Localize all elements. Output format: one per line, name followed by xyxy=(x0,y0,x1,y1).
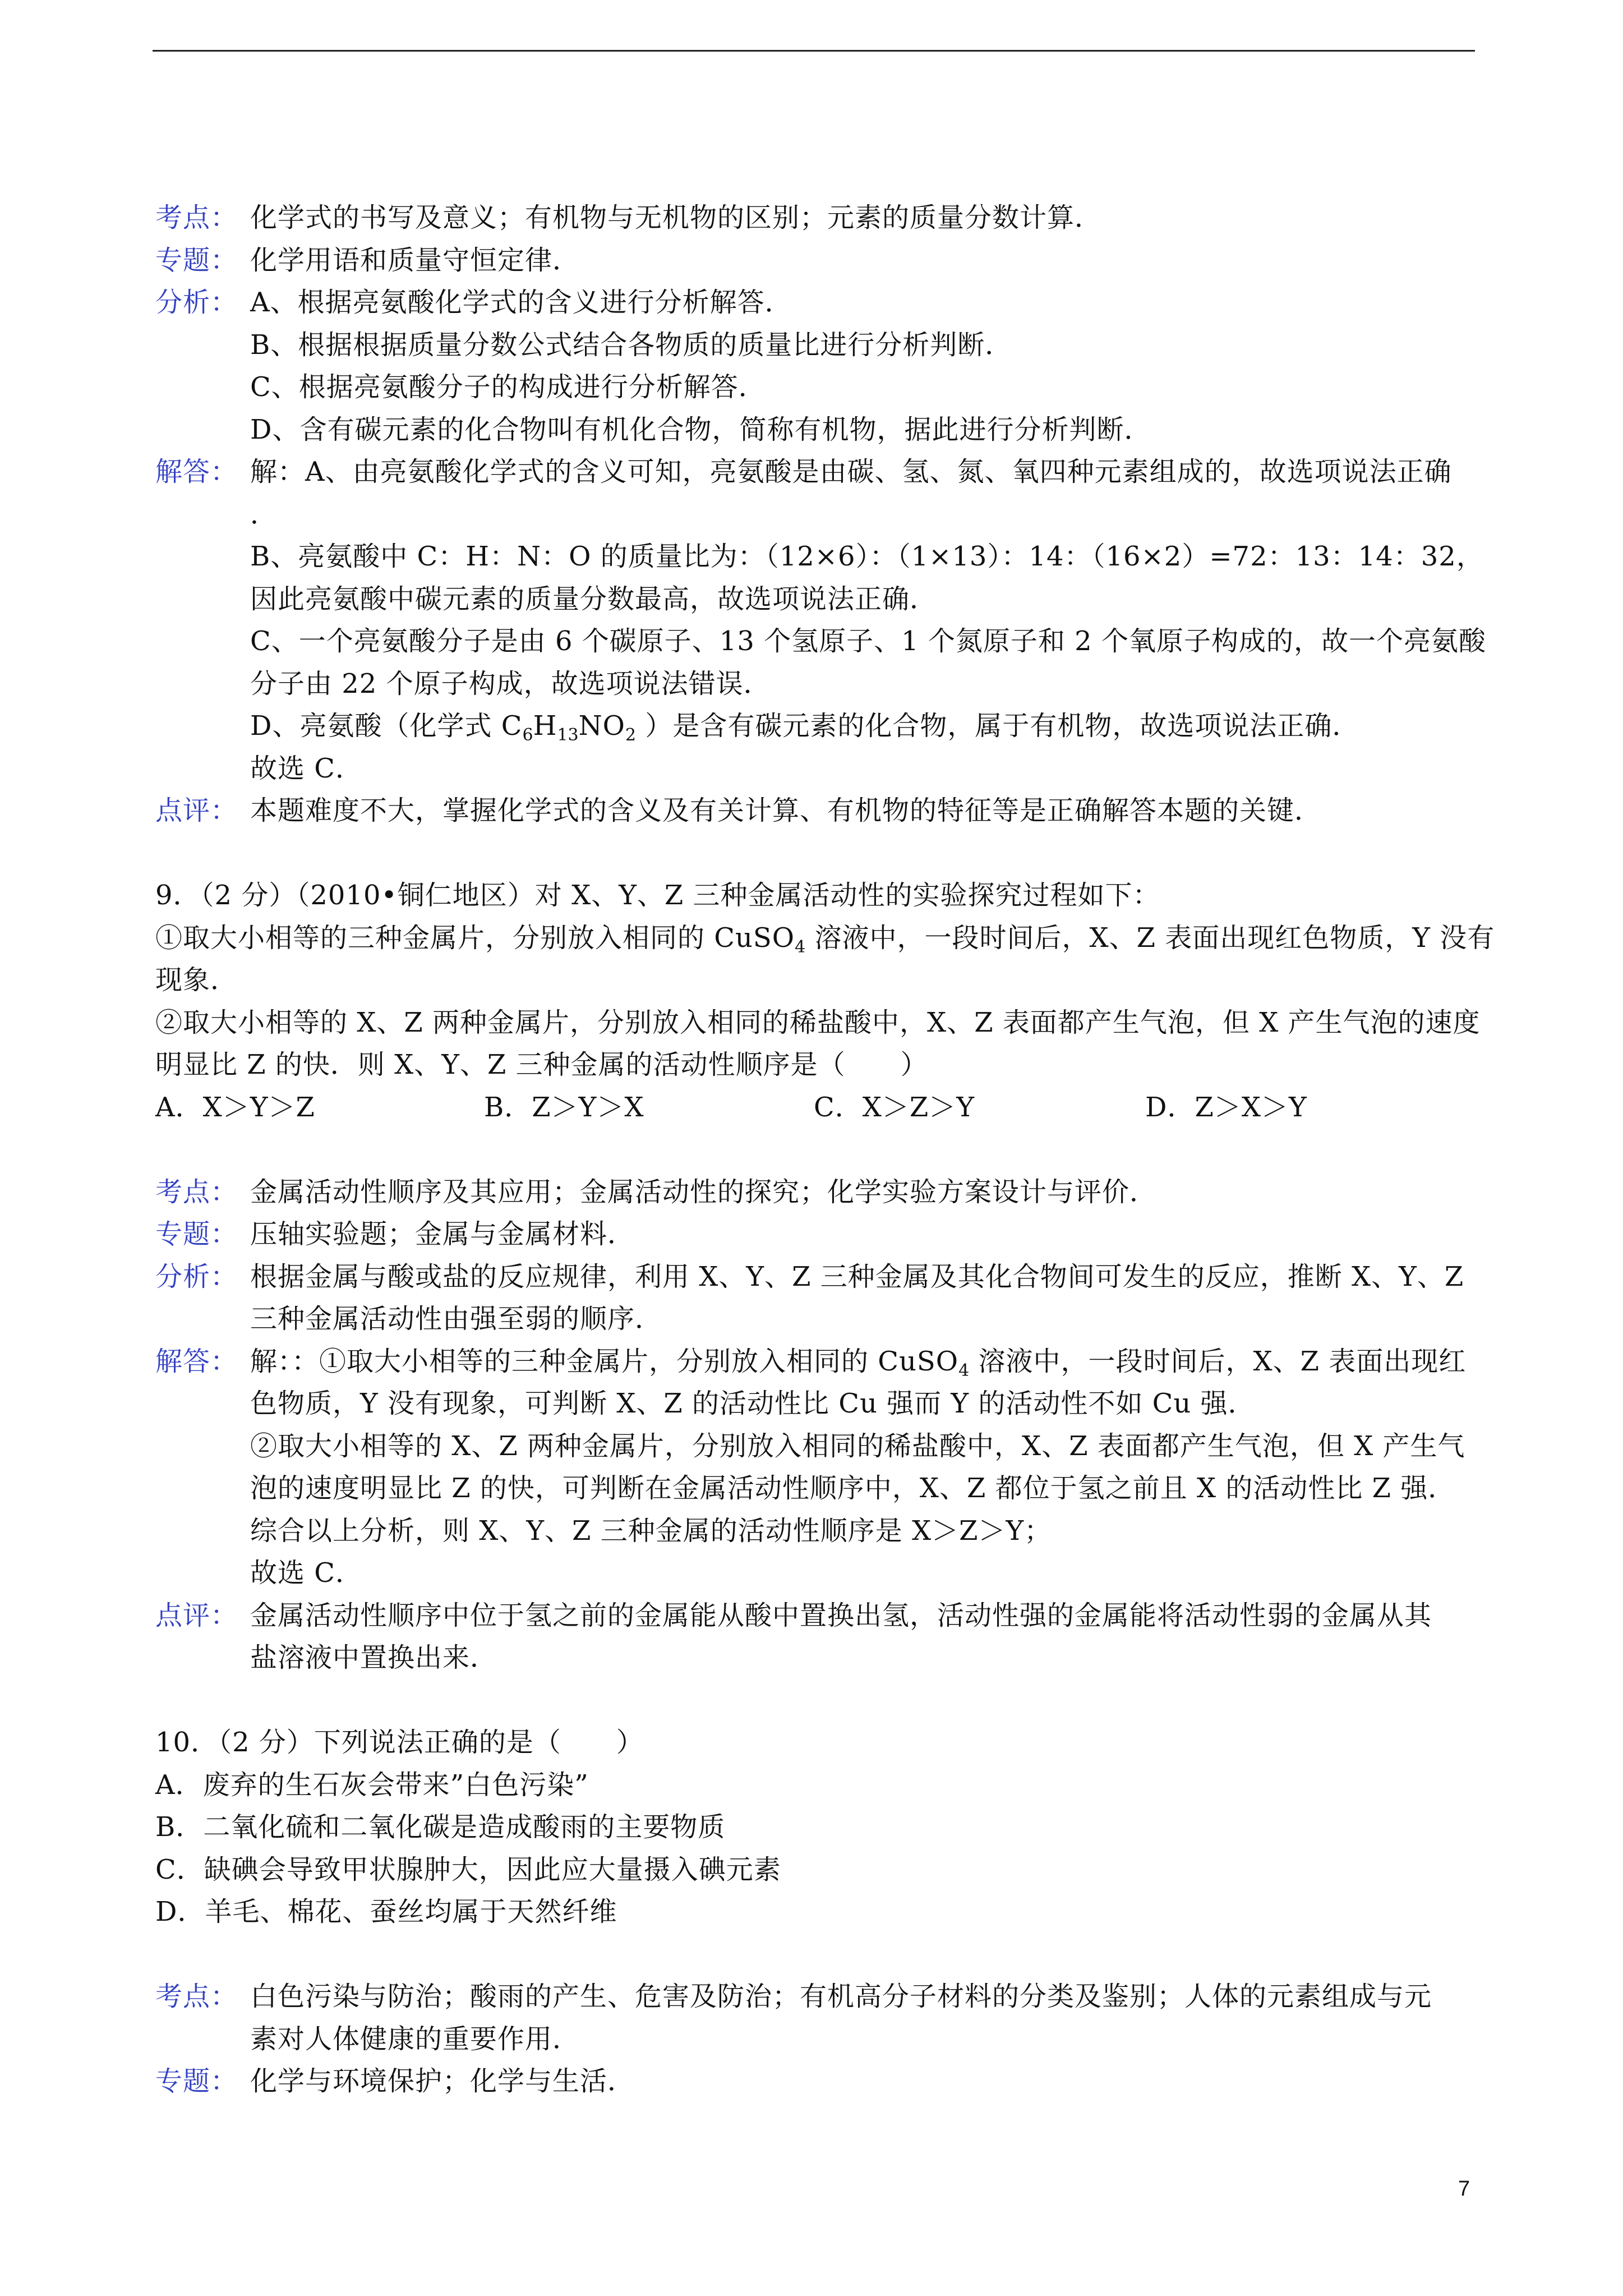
formula-element-h: H xyxy=(533,710,557,742)
q8-fenxi-line-c: C、根据亮氨酸分子的构成进行分析解答． xyxy=(250,371,766,403)
q8-jieda-line-6: 分子由 22 个原子构成，故选项说法错误． xyxy=(250,668,771,700)
q9-option-b: B．Z＞Y＞X xyxy=(484,1091,644,1123)
q9-kaodian-row xyxy=(155,1171,1501,1214)
q8-jieda-line-2: ． xyxy=(250,498,278,530)
q9-option-a: A．X＞Y＞Z xyxy=(155,1091,315,1123)
q9-jieda-line-4: 泡的速度明显比 Z 的快，可判断在金属活动性顺序中，X、Z 都位于氢之前且 X 的活动性比 Z 强． xyxy=(250,1473,1456,1504)
blank-line xyxy=(155,1680,1501,1722)
page-content xyxy=(155,197,1501,2103)
q9-dianping-line-1: 金属活动性顺序中位于氢之前的金属能从酸中置换出氢，活动性强的金属能将活动性弱的金属从其 xyxy=(250,1599,1432,1631)
page-number: 7 xyxy=(1458,2177,1470,2201)
q8-fenxi-row xyxy=(155,282,1501,324)
q8-jieda-row-5 xyxy=(155,620,1501,663)
q9-stem-row xyxy=(155,875,1501,917)
q8-jieda-conclusion: 故选 C． xyxy=(250,752,363,784)
header-rule xyxy=(153,50,1475,52)
q9-step1-text-start: ①取大小相等的三种金属片，分别放入相同的 CuSO xyxy=(155,922,795,954)
blank-line xyxy=(155,1934,1501,1976)
q9-jieda-row-3 xyxy=(155,1425,1501,1468)
q10-zhuanti-text: 化学与环境保护；化学与生活． xyxy=(250,2065,635,2097)
q10-zhuanti-label: 专题： xyxy=(155,2065,238,2097)
q8-dianping-row xyxy=(155,790,1501,832)
q9-step2-row xyxy=(155,1002,1501,1045)
q9-options-row xyxy=(155,1087,1501,1129)
q9-zhuanti-row xyxy=(155,1213,1501,1256)
q8-fenxi-row-c xyxy=(155,366,1501,409)
q9-jieda-line-1-end: 溶液中，一段时间后，X、Z 表面出现红 xyxy=(969,1345,1467,1377)
subscript-sulfate: 4 xyxy=(958,1360,970,1381)
q10-option-b-row xyxy=(155,1806,1501,1849)
q9-jieda-line-1-start: 解：：①取大小相等的三种金属片，分别放入相同的 CuSO xyxy=(250,1345,959,1377)
subscript-oxygen: 2 xyxy=(625,725,637,745)
q10-kaodian-line-1: 白色污染与防治；酸雨的产生、危害及防治；有机高分子材料的分类及鉴别；人体的元素组成与元 xyxy=(250,1981,1432,2012)
q9-stem: 9．（2 分）（2010•铜仁地区）对 X、Y、Z 三种金属活动性的实验探究过程如下： xyxy=(155,880,1160,911)
q8-jieda-line-1: 解：A、由亮氨酸化学式的含义可知，亮氨酸是由碳、氢、氮、氧四种元素组成的，故选项说法正确 xyxy=(250,456,1452,487)
q9-fenxi-row xyxy=(155,1256,1501,1299)
q8-jieda-row-formula xyxy=(155,705,1501,748)
formula-line-text-start: D、亮氨酸（化学式 C xyxy=(250,710,523,742)
q9-dianping-row-2 xyxy=(155,1637,1501,1680)
q9-jieda-conclusion: 故选 C． xyxy=(250,1557,363,1589)
q8-jieda-row-conclusion xyxy=(155,748,1501,790)
q9-jieda-line-3: ②取大小相等的 X、Z 两种金属片，分别放入相同的稀盐酸中，X、Z 表面都产生气泡，但 X 产生气 xyxy=(250,1430,1465,1462)
subscript-carbon: 6 xyxy=(522,725,533,745)
q10-option-a-row xyxy=(155,1764,1501,1807)
q10-option-b: B．二氧化硫和二氧化碳是造成酸雨的主要物质 xyxy=(155,1811,726,1843)
q8-dianping-text: 本题难度不大，掌握化学式的含义及有关计算、有机物的特征等是正确解答本题的关键． xyxy=(250,795,1322,826)
q9-step1-cont: 现象． xyxy=(155,964,238,996)
q10-zhuanti-row xyxy=(155,2060,1501,2103)
q9-jieda-line-5: 综合以上分析，则 X、Y、Z 三种金属的活动性顺序是 X＞Z＞Y； xyxy=(250,1515,1052,1547)
q9-step2-line-1: ②取大小相等的 X、Z 两种金属片，分别放入相同的稀盐酸中，X、Z 表面都产生气泡，但 X 产生气泡的速度 xyxy=(155,1006,1481,1038)
q9-fenxi-row-2 xyxy=(155,1298,1501,1341)
q9-kaodian-label: 考点： xyxy=(155,1176,238,1208)
q9-fenxi-line-2: 三种金属活动性由强至弱的顺序． xyxy=(250,1303,663,1335)
q8-zhuanti-text: 化学用语和质量守恒定律． xyxy=(250,244,580,276)
q8-jieda-row-4 xyxy=(155,578,1501,621)
q8-jieda-row-3 xyxy=(155,536,1501,578)
subscript-hydrogen: 13 xyxy=(557,725,579,745)
q10-kaodian-label: 考点： xyxy=(155,1981,238,2012)
formula-line-text-end: ）是含有碳元素的化合物，属于有机物，故选项说法正确． xyxy=(636,710,1360,742)
q9-jieda-row xyxy=(155,1341,1501,1383)
q8-zhuanti-label: 专题： xyxy=(155,244,238,276)
q9-kaodian-text: 金属活动性顺序及其应用；金属活动性的探究；化学实验方案设计与评价． xyxy=(250,1176,1158,1208)
q9-option-c: C．X＞Z＞Y xyxy=(814,1091,975,1123)
q8-fenxi-row-b xyxy=(155,324,1501,367)
q8-jieda-row-2 xyxy=(155,494,1501,536)
q9-step2-line-2: 明显比 Z 的快．则 X、Y、Z 三种金属的活动性顺序是（ ） xyxy=(155,1049,928,1080)
q9-fenxi-label: 分析： xyxy=(155,1260,238,1292)
q10-kaodian-row xyxy=(155,1976,1501,2018)
q9-jieda-row-5 xyxy=(155,1510,1501,1553)
q8-fenxi-label: 分析： xyxy=(155,287,238,318)
q9-zhuanti-label: 专题： xyxy=(155,1218,238,1250)
q9-dianping-line-2: 盐溶液中置换出来． xyxy=(250,1642,498,1673)
q8-jieda-row xyxy=(155,451,1501,494)
formula-element-no: NO xyxy=(578,710,625,742)
q8-kaodian-label: 考点： xyxy=(155,202,238,233)
q8-fenxi-row-d xyxy=(155,409,1501,452)
q9-jieda-row-4 xyxy=(155,1467,1501,1510)
q10-stem-row xyxy=(155,1722,1501,1764)
q8-jieda-row-6 xyxy=(155,663,1501,706)
q8-fenxi-line-a: A、根据亮氨酸化学式的含义进行分析解答． xyxy=(250,287,792,318)
q10-option-a: A．废弃的生石灰会带来”白色污染” xyxy=(155,1769,589,1801)
q9-step1-cont-row xyxy=(155,959,1501,1002)
q9-dianping-row xyxy=(155,1595,1501,1637)
q9-step1 xyxy=(155,917,1495,963)
q9-option-d: D．Z＞X＞Y xyxy=(1145,1091,1307,1123)
q8-kaodian-text: 化学式的书写及意义；有机物与无机物的区别；元素的质量分数计算． xyxy=(250,202,1103,233)
q9-jieda-row-6 xyxy=(155,1552,1501,1595)
q8-kaodian-row xyxy=(155,197,1501,240)
q10-option-d: D．羊毛、棉花、蚕丝均属于天然纤维 xyxy=(155,1896,617,1927)
q9-step1-row xyxy=(155,917,1501,960)
q8-jieda-line-3: B、亮氨酸中 C：H：N：O 的质量比为：（12×6）：（1×13）：14：（16×2）=72：13：14：32， xyxy=(250,541,1484,572)
q9-zhuanti-text: 压轴实验题；金属与金属材料． xyxy=(250,1218,635,1250)
q9-step2-row-2 xyxy=(155,1044,1501,1087)
subscript-sulfate: 4 xyxy=(795,937,806,957)
q10-stem: 10．（2 分）下列说法正确的是（ ） xyxy=(155,1727,644,1758)
blank-line xyxy=(155,1129,1501,1171)
q8-fenxi-line-d: D、含有碳元素的化合物叫有机化合物，简称有机物，据此进行分析判断． xyxy=(250,413,1152,445)
q9-jieda-row-2 xyxy=(155,1383,1501,1425)
q9-step1-text-end: 溶液中，一段时间后，X、Z 表面出现红色物质，Y 没有 xyxy=(805,922,1495,954)
q8-jieda-line-4: 因此亮氨酸中碳元素的质量分数最高，故选项说法正确． xyxy=(250,583,938,615)
q8-zhuanti-row xyxy=(155,240,1501,282)
q8-jieda-formula-line xyxy=(250,705,1359,751)
q10-option-d-row xyxy=(155,1891,1501,1934)
q9-jieda-line-2: 色物质，Y 没有现象，可判断 X、Z 的活动性比 Cu 强而 Y 的活动性不如 Cu 强． xyxy=(250,1388,1256,1419)
q10-kaodian-row-2 xyxy=(155,2018,1501,2061)
q9-jieda-line-1 xyxy=(250,1341,1466,1387)
blank-line xyxy=(155,832,1501,875)
q8-dianping-label: 点评： xyxy=(155,795,238,826)
q10-option-c-row xyxy=(155,1849,1501,1892)
q9-dianping-label: 点评： xyxy=(155,1599,238,1631)
q8-jieda-label: 解答： xyxy=(155,456,238,487)
q9-jieda-label: 解答： xyxy=(155,1345,238,1377)
q10-kaodian-line-2: 素对人体健康的重要作用． xyxy=(250,2023,580,2055)
q9-fenxi-line-1: 根据金属与酸或盐的反应规律，利用 X、Y、Z 三种金属及其化合物间可发生的反应，推断 X、Y、Z xyxy=(250,1260,1464,1292)
q8-fenxi-line-b: B、根据根据质量分数公式结合各物质的质量比进行分析判断． xyxy=(250,329,1013,361)
q10-option-c: C．缺碘会导致甲状腺肿大，因此应大量摄入碘元素 xyxy=(155,1853,781,1885)
q8-jieda-line-5: C、一个亮氨酸分子是由 6 个碳原子、13 个氢原子、1 个氮原子和 2 个氧原子构成的，故一个亮氨酸 xyxy=(250,625,1486,657)
